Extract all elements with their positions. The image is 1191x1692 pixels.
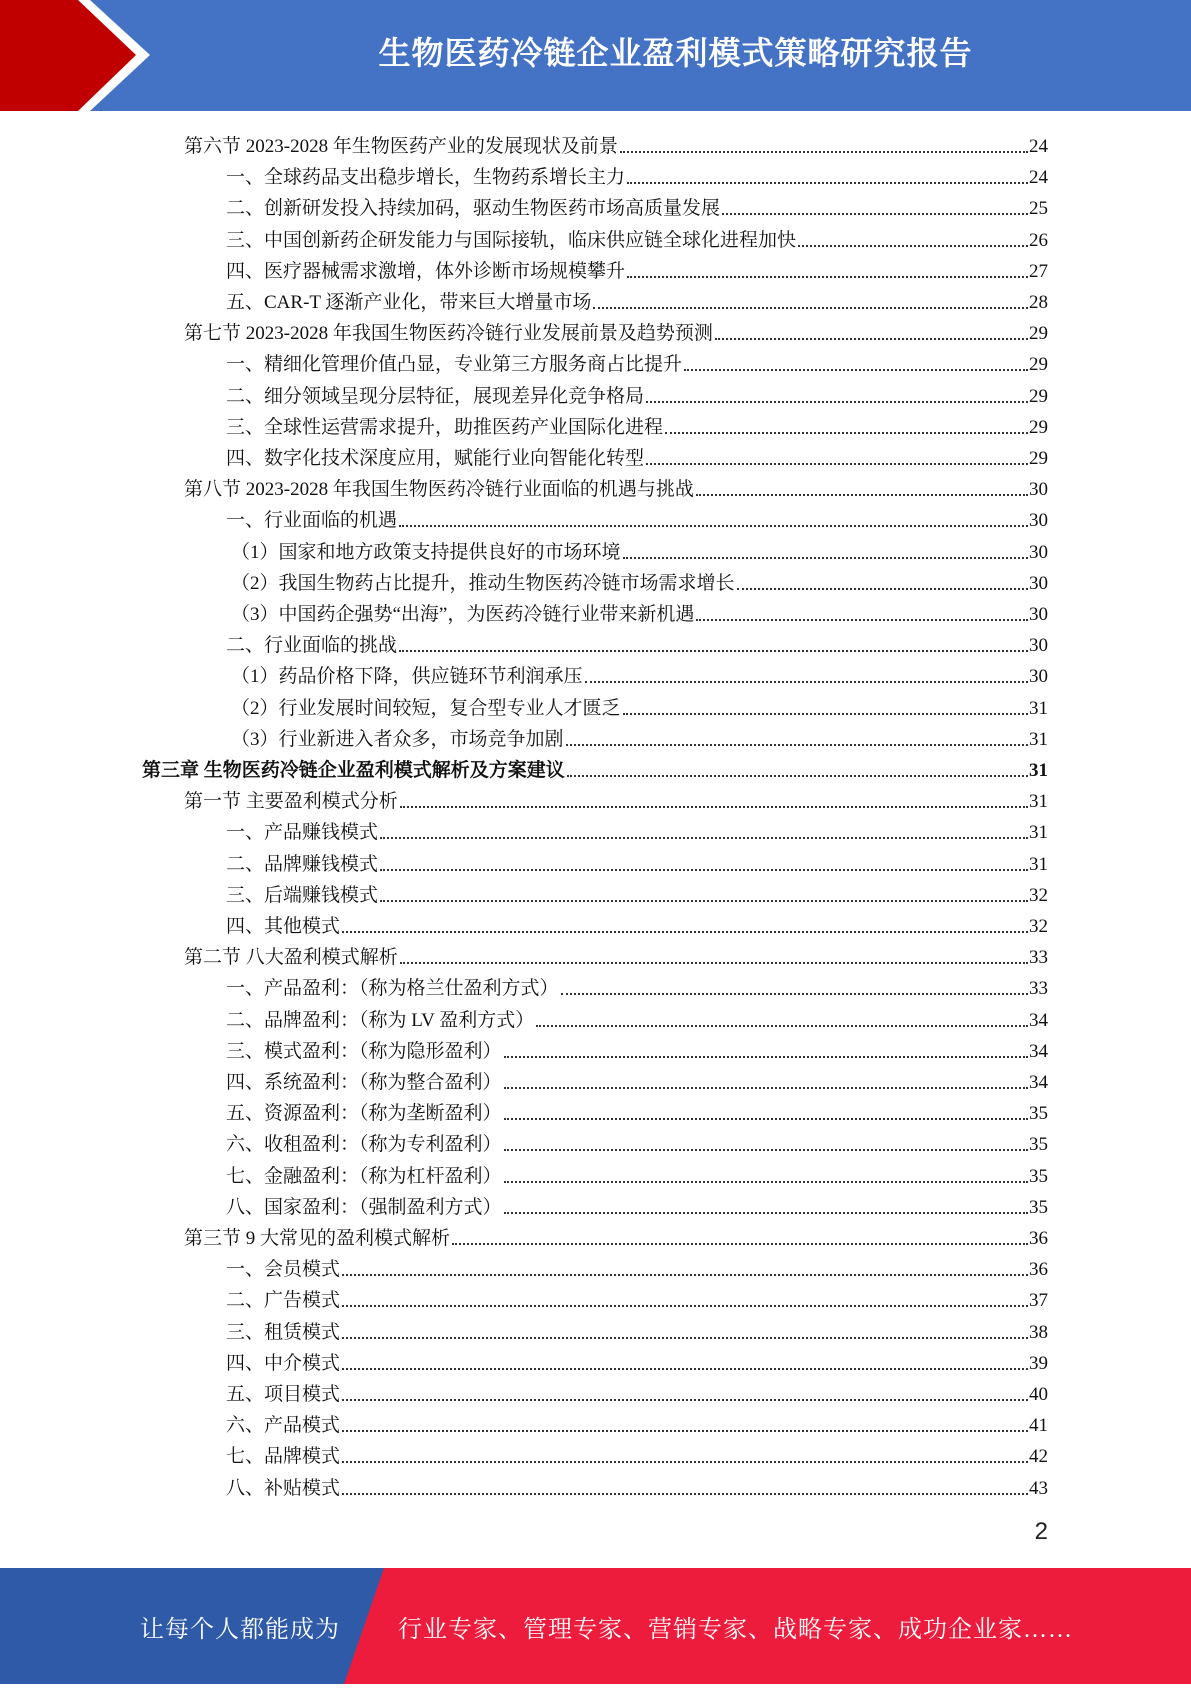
toc-section[interactable] xyxy=(184,315,1048,346)
toc-item[interactable] xyxy=(226,1002,1048,1033)
toc-item[interactable] xyxy=(226,1033,1048,1064)
toc-label: （1）国家和地方政策支持提供良好的市场环境 xyxy=(231,541,621,563)
toc-page-number: 29 xyxy=(1029,416,1048,438)
toc-label: 七、品牌模式 xyxy=(226,1446,341,1468)
toc-leader-dots xyxy=(399,650,1028,652)
toc-page-number: 33 xyxy=(1029,947,1048,969)
toc-item[interactable] xyxy=(226,346,1048,377)
toc-page-number: 25 xyxy=(1029,198,1048,220)
toc-item[interactable] xyxy=(226,1345,1048,1376)
toc-label: 一、产品盈利：（称为格兰仕盈利方式） xyxy=(226,978,559,1000)
toc-page-number: 27 xyxy=(1029,260,1048,282)
toc-leader-dots xyxy=(380,837,1028,839)
toc-item[interactable] xyxy=(226,190,1048,221)
toc-section[interactable] xyxy=(184,939,1048,970)
toc-label: 第三章 生物医药冷链企业盈利模式解析及方案建议 xyxy=(142,760,565,781)
toc-item[interactable] xyxy=(226,502,1048,533)
toc-page-number: 30 xyxy=(1029,572,1048,594)
toc-label: 三、租赁模式 xyxy=(226,1321,341,1343)
toc-page-number: 35 xyxy=(1029,1165,1048,1187)
toc-label: 一、全球药品支出稳步增长，生物药系增长主力 xyxy=(226,167,626,189)
toc-page-number: 32 xyxy=(1029,884,1048,906)
toc-item[interactable] xyxy=(226,627,1048,658)
toc-label: 三、中国创新药企研发能力与国际接轨，临床供应链全球化进程加快 xyxy=(226,229,797,251)
toc-page-number: 30 xyxy=(1029,604,1048,625)
toc-page-number: 31 xyxy=(1029,822,1048,844)
toc-page-number: 30 xyxy=(1029,479,1048,501)
toc-item[interactable] xyxy=(226,908,1048,939)
toc-leader-dots xyxy=(342,1461,1028,1463)
toc-label: 第六节 2023-2028 年生物医药产业的发展现状及前景 xyxy=(184,136,618,157)
toc-leader-dots xyxy=(585,681,1028,683)
toc-page-number: 29 xyxy=(1029,354,1048,376)
footer-slogan-left: 让每个人都能成为 xyxy=(140,1617,340,1643)
toc-item[interactable] xyxy=(226,846,1048,877)
toc-leader-dots xyxy=(715,338,1028,340)
toc-page-number: 34 xyxy=(1029,1009,1048,1031)
toc-label: （2）我国生物药占比提升，推动生物医药冷链市场需求增长 xyxy=(231,572,735,594)
toc-item[interactable] xyxy=(226,284,1048,315)
toc-leader-dots xyxy=(504,1181,1028,1183)
toc-label: 四、系统盈利：（称为整合盈利） xyxy=(226,1072,502,1093)
toc-leader-dots xyxy=(504,1087,1028,1089)
toc-section[interactable] xyxy=(184,128,1048,159)
toc-page-number: 24 xyxy=(1029,167,1048,189)
toc-label: 三、后端赚钱模式 xyxy=(226,884,379,906)
toc-leader-dots xyxy=(504,1149,1028,1151)
toc-page-number: 31 xyxy=(1029,697,1048,719)
toc-page-number: 40 xyxy=(1029,1384,1048,1405)
toc-leader-dots xyxy=(627,276,1028,278)
toc-leader-dots xyxy=(696,494,1028,496)
toc-label: 三、模式盈利：（称为隐形盈利） xyxy=(226,1040,502,1062)
toc-label: 一、精细化管理价值凸显，专业第三方服务商占比提升 xyxy=(226,354,683,376)
toc-section[interactable] xyxy=(184,783,1048,814)
toc-item[interactable] xyxy=(231,565,1048,596)
toc-label: 二、广告模式 xyxy=(226,1290,341,1312)
toc-page-number: 33 xyxy=(1029,978,1048,1000)
toc-label: 七、金融盈利：（称为杠杆盈利） xyxy=(226,1165,502,1187)
toc-page-number: 30 xyxy=(1029,635,1048,657)
toc-leader-dots xyxy=(627,182,1028,184)
toc-label: （3）中国药企强势“出海”，为医药冷链行业带来新机遇 xyxy=(231,604,695,625)
toc-leader-dots xyxy=(504,1118,1028,1120)
toc-item[interactable] xyxy=(226,1470,1048,1501)
toc-item[interactable] xyxy=(226,1095,1048,1126)
toc-page-number: 31 xyxy=(1029,853,1048,875)
toc-page-number: 37 xyxy=(1029,1290,1048,1312)
toc-item[interactable] xyxy=(226,409,1048,440)
toc-page-number: 43 xyxy=(1029,1477,1048,1499)
toc-leader-dots xyxy=(400,806,1028,808)
toc-page-number: 31 xyxy=(1029,791,1048,813)
toc-page-number: 42 xyxy=(1029,1446,1048,1468)
toc-item[interactable] xyxy=(226,1126,1048,1157)
toc-label: 四、数字化技术深度应用，赋能行业向智能化转型 xyxy=(226,448,645,469)
toc-page-number: 39 xyxy=(1029,1352,1048,1374)
toc-leader-dots xyxy=(504,1212,1028,1214)
toc-page-number: 26 xyxy=(1029,229,1048,251)
toc-item[interactable] xyxy=(226,222,1048,253)
toc-item[interactable] xyxy=(226,1251,1048,1282)
toc-page-number: 34 xyxy=(1029,1072,1048,1093)
toc-label: （1）药品价格下降，供应链环节利润承压 xyxy=(231,666,583,688)
toc-section[interactable] xyxy=(184,471,1048,502)
toc-label: 一、行业面临的机遇 xyxy=(226,510,398,532)
toc-label: 一、会员模式 xyxy=(226,1259,341,1281)
toc-leader-dots xyxy=(342,1368,1028,1370)
toc-page-number: 34 xyxy=(1029,1040,1048,1062)
toc-leader-dots xyxy=(342,1337,1028,1339)
toc-leader-dots xyxy=(696,619,1028,621)
toc-label: 四、其他模式 xyxy=(226,916,341,937)
footer-slogan-right: 行业专家、管理专家、营销专家、战略专家、成功企业家…… xyxy=(398,1617,1073,1643)
toc-item[interactable] xyxy=(226,159,1048,190)
toc-label: （2）行业发展时间较短，复合型专业人才匮乏 xyxy=(231,697,621,719)
toc-leader-dots xyxy=(342,1493,1028,1495)
toc-label: 第八节 2023-2028 年我国生物医药冷链行业面临的机遇与挑战 xyxy=(184,479,694,501)
toc-item[interactable] xyxy=(231,690,1048,721)
toc-item[interactable] xyxy=(226,440,1048,471)
toc-label: 八、补贴模式 xyxy=(226,1477,341,1499)
toc-leader-dots xyxy=(684,369,1028,371)
page-number: 2 xyxy=(1034,1518,1048,1545)
page-header xyxy=(0,0,1191,111)
toc-chapter[interactable] xyxy=(142,752,1048,783)
toc-page-number: 36 xyxy=(1029,1228,1048,1249)
toc-label: 四、中介模式 xyxy=(226,1352,341,1374)
toc-item[interactable] xyxy=(226,253,1048,284)
toc-leader-dots xyxy=(566,744,1028,746)
toc-leader-dots xyxy=(342,1274,1028,1276)
toc-item[interactable] xyxy=(226,1158,1048,1189)
toc-leader-dots xyxy=(798,245,1028,247)
toc-page-number: 35 xyxy=(1029,1196,1048,1218)
toc-leader-dots xyxy=(722,213,1028,215)
toc-leader-dots xyxy=(646,401,1028,403)
toc-label: 三、全球性运营需求提升，助推医药产业国际化进程 xyxy=(226,416,664,438)
toc-item[interactable] xyxy=(231,721,1048,752)
toc-label: 二、品牌赚钱模式 xyxy=(226,853,379,875)
toc-label: 六、收租盈利：（称为专利盈利） xyxy=(226,1134,502,1156)
toc-label: 第七节 2023-2028 年我国生物医药冷链行业发展前景及趋势预测 xyxy=(184,323,713,345)
toc-leader-dots xyxy=(536,1025,1028,1027)
toc-leader-dots xyxy=(623,557,1028,559)
toc-label: 二、品牌盈利：（称为 LV 盈利方式） xyxy=(226,1009,535,1031)
toc-label: 四、医疗器械需求激增，体外诊断市场规模攀升 xyxy=(226,260,626,282)
toc-label: 五、项目模式 xyxy=(226,1384,341,1405)
toc-page-number: 31 xyxy=(1029,760,1048,781)
toc-page-number: 41 xyxy=(1029,1415,1048,1437)
toc-page-number: 30 xyxy=(1029,510,1048,532)
toc-leader-dots xyxy=(342,1430,1028,1432)
toc-item[interactable] xyxy=(226,378,1048,409)
toc-leader-dots xyxy=(342,1399,1028,1401)
toc-label: 二、细分领域呈现分层特征，展现差异化竞争格局 xyxy=(226,385,645,407)
toc-label: 五、CAR-T 逐渐产业化，带来巨大增量市场 xyxy=(226,292,592,313)
page-footer xyxy=(0,1568,1191,1684)
toc-item[interactable] xyxy=(226,1376,1048,1407)
toc-leader-dots xyxy=(646,463,1028,465)
toc-page-number: 30 xyxy=(1029,666,1048,688)
toc-leader-dots xyxy=(380,900,1028,902)
toc-page-number: 35 xyxy=(1029,1134,1048,1156)
header-arrow-icon xyxy=(0,0,160,111)
toc-leader-dots xyxy=(504,1056,1028,1058)
toc-leader-dots xyxy=(452,1243,1028,1245)
toc-label: 第二节 八大盈利模式解析 xyxy=(184,947,398,969)
toc-page-number: 29 xyxy=(1029,448,1048,469)
toc-page-number: 32 xyxy=(1029,916,1048,937)
toc-item[interactable] xyxy=(226,1064,1048,1095)
toc-item[interactable] xyxy=(226,1189,1048,1220)
toc-leader-dots xyxy=(620,151,1028,153)
toc-leader-dots xyxy=(593,307,1028,309)
toc-leader-dots xyxy=(342,1305,1028,1307)
toc-leader-dots xyxy=(400,962,1028,964)
toc-label: 二、创新研发投入持续加码，驱动生物医药市场高质量发展 xyxy=(226,198,721,220)
toc-page-number: 29 xyxy=(1029,385,1048,407)
toc-leader-dots xyxy=(665,432,1028,434)
report-title: 生物医药冷链企业盈利模式策略研究报告 xyxy=(378,34,973,72)
toc-leader-dots xyxy=(623,713,1028,715)
toc-item[interactable] xyxy=(226,877,1048,908)
toc-page-number: 35 xyxy=(1029,1103,1048,1125)
toc-label: 五、资源盈利：（称为垄断盈利） xyxy=(226,1103,502,1125)
toc-label: 六、产品模式 xyxy=(226,1415,341,1437)
toc-section[interactable] xyxy=(184,1220,1048,1251)
toc-page-number: 24 xyxy=(1029,136,1048,157)
toc-item[interactable] xyxy=(226,814,1048,845)
toc-item[interactable] xyxy=(231,658,1048,689)
toc-page-number: 38 xyxy=(1029,1321,1048,1343)
toc-page-number: 29 xyxy=(1029,323,1048,345)
toc-leader-dots xyxy=(561,993,1028,995)
toc-leader-dots xyxy=(737,588,1028,590)
toc-item[interactable] xyxy=(226,1282,1048,1313)
toc-item[interactable] xyxy=(226,1407,1048,1438)
toc-page-number: 30 xyxy=(1029,541,1048,563)
toc-label: 第一节 主要盈利模式分析 xyxy=(184,791,398,813)
toc-label: 一、产品赚钱模式 xyxy=(226,822,379,844)
toc-page-number: 28 xyxy=(1029,292,1048,313)
toc-item[interactable] xyxy=(226,1314,1048,1345)
toc-item[interactable] xyxy=(231,596,1048,627)
toc-label: 第三节 9 大常见的盈利模式解析 xyxy=(184,1228,451,1249)
toc-item[interactable] xyxy=(231,534,1048,565)
toc-leader-dots xyxy=(380,869,1028,871)
toc-label: 二、行业面临的挑战 xyxy=(226,635,398,657)
toc-page-number: 31 xyxy=(1029,728,1048,750)
toc-item[interactable] xyxy=(226,970,1048,1001)
toc-item[interactable] xyxy=(226,1438,1048,1469)
toc-leader-dots xyxy=(399,525,1028,527)
toc-leader-dots xyxy=(342,931,1028,933)
toc-page-number: 36 xyxy=(1029,1259,1048,1281)
toc-leader-dots xyxy=(567,775,1028,777)
toc-label: 八、国家盈利：（强制盈利方式） xyxy=(226,1196,502,1218)
toc-label: （3）行业新进入者众多，市场竞争加剧 xyxy=(231,728,564,750)
